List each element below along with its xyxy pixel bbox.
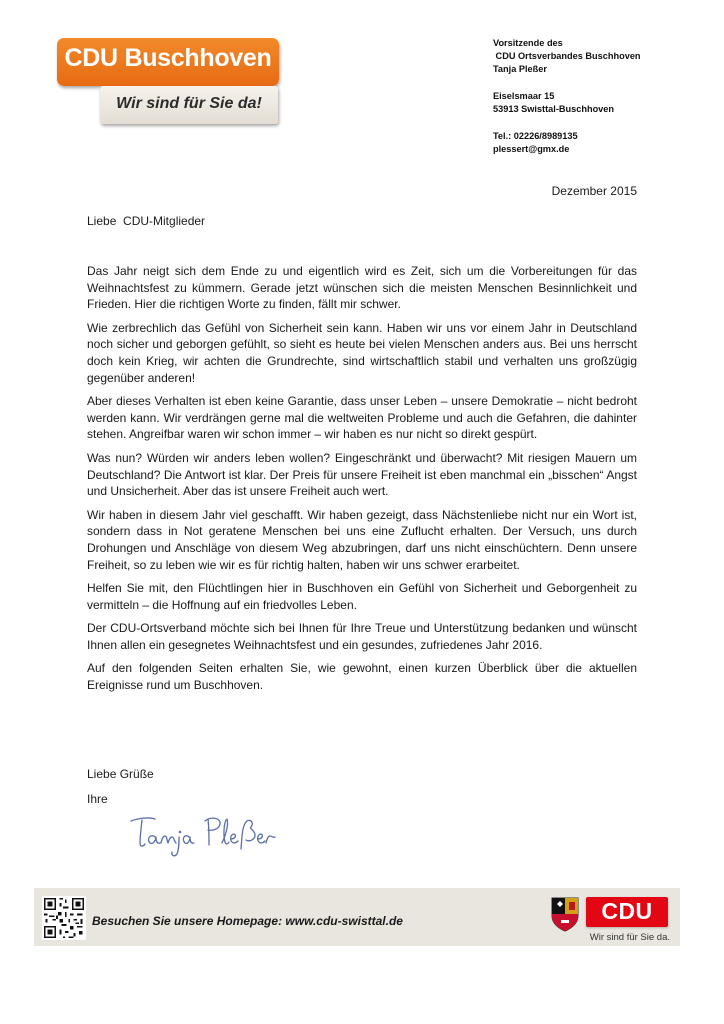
qr-code-icon[interactable] — [42, 896, 86, 940]
sender-role-line2: CDU Ortsverbandes Buschhoven — [493, 51, 641, 61]
letter-date: Dezember 2015 — [551, 184, 637, 198]
cdu-slogan: Wir sind für Sie da. — [589, 932, 670, 943]
logo-title: CDU Buschhoven — [64, 44, 272, 72]
closing-greeting: Liebe Grüße — [87, 767, 154, 781]
cdu-logo — [586, 897, 668, 927]
paragraph: Das Jahr neigt sich dem Ende zu und eigentlich wird es Zeit, sich um die Vorbereitungen für das Weihnachtsfest zu kümmern. Gerade jetzt wünschen sich die meisten Menschen Besinnlichkeit und Frieden. Hier die richtigen Worte zu finden, fällt mir schwer. — [87, 264, 637, 312]
sender-block — [493, 37, 703, 156]
homepage-link[interactable]: Besuchen Sie unsere Homepage: www.cdu-swisttal.de — [92, 914, 403, 928]
coat-of-arms-icon — [550, 896, 580, 932]
paragraph: Wie zerbrechlich das Gefühl von Sicherheit sein kann. Haben wir uns vor einem Jahr in Deutschland noch sicher und geborgen gefühlt, so sieht es heute bei vielen Menschen anders aus. Bei uns herrscht doch kein Krieg, wir achten die Grundrechte, sind wirtschaftlich stabil und verhalten uns großzügig gegenüber anderen! — [87, 320, 637, 385]
logo-slogan: Wir sind für Sie da! — [116, 95, 262, 112]
sender-city: 53913 Swisttal-Buschhoven — [493, 104, 615, 114]
paragraph: Helfen Sie mit, den Flüchtlingen hier in Buschhoven ein Gefühl von Sicherheit und Geborgenheit zu vermitteln – die Hoffnung auf ein friedvolles Leben. — [87, 581, 637, 612]
sender-street: Eiselsmaar 15 — [493, 91, 555, 101]
closing-sign-off: Ihre — [87, 792, 108, 806]
paragraph: Der CDU-Ortsverband möchte sich bei Ihnen für Ihre Treue und Unterstützung bedanken und wünscht Ihnen allen ein gesegnetes Weihnachtsfest und ein gesundes, zufriedenes Jahr 2016. — [87, 621, 637, 652]
cdu-buschhoven-logo — [57, 38, 279, 86]
paragraph: Was nun? Würden wir anders leben wollen? Eingeschränkt und überwacht? Mit riesigen Mauern um Deutschland? Die Antwort ist klar. Der Preis für unsere Freiheit ist eben manchmal ein „bisschen“ Angst und Unsicherheit. Aber das ist unsere Freiheit auch wert. — [87, 450, 637, 499]
cdu-logo-text: CDU — [601, 898, 653, 924]
logo-slogan-box — [100, 86, 278, 124]
sender-email: plessert@gmx.de — [493, 144, 570, 154]
paragraph: Auf den folgenden Seiten erhalten Sie, wie gewohnt, einen kurzen Überblick über die aktuellen Ereignisse rund um Buschhoven. — [87, 661, 637, 693]
sender-role-line1: Vorsitzende des — [493, 38, 563, 48]
letter-body — [87, 263, 637, 701]
paragraph: Wir haben in diesem Jahr viel geschafft. Wir haben gezeigt, dass Nächstenliebe nicht nur ein Wort ist, sondern dass in Not geratene Menschen bei uns eine Zuflucht erhalten. Der Versuch, uns durch Drohungen und Anschläge von diesem Weg abzubringen, darf uns nicht einschüchtern. Denn unsere Freiheit, so zu leben wie wir es für richtig halten, haben wir uns schwer erarbeitet. — [87, 507, 637, 572]
handwritten-signature — [125, 807, 295, 859]
salutation: Liebe CDU-Mitglieder — [87, 214, 206, 228]
footer-banner — [34, 888, 680, 946]
sender-phone: Tel.: 02226/8989135 — [493, 131, 578, 141]
paragraph: Aber dieses Verhalten ist eben keine Garantie, dass unser Leben – unsere Demokratie – nicht bedroht werden kann. Wir verdrängen gerne mal die weltweiten Probleme und auch die Gefahren, die dahinter stehen. Angreifbar waren wir schon immer – wir haben es nur nicht so direkt gespürt. — [87, 394, 637, 442]
sender-name: Tanja Pleßer — [493, 64, 547, 74]
